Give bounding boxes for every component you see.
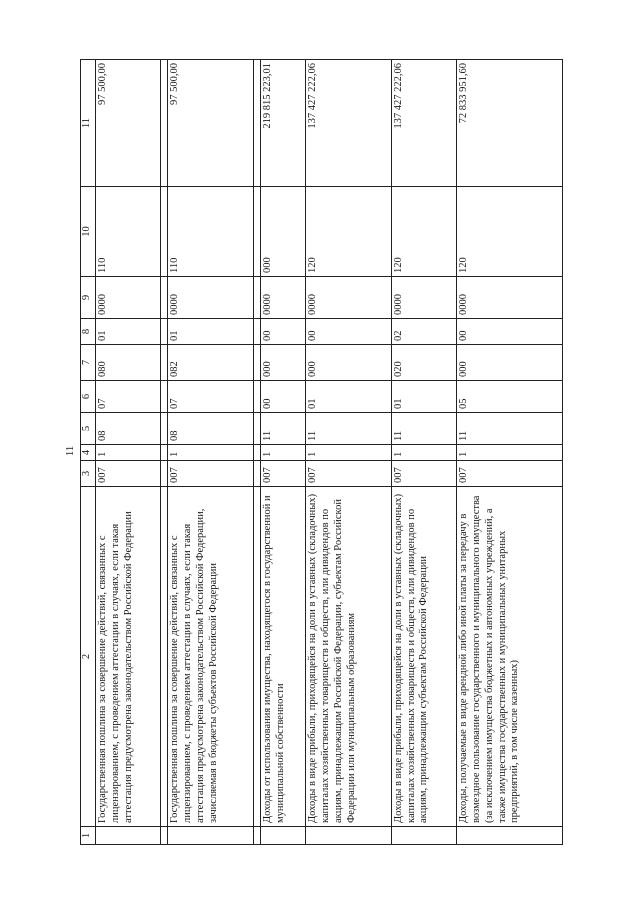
code-article: 07	[96, 381, 161, 413]
code-subarticle: 080	[96, 345, 161, 381]
code-economic: 000	[260, 187, 305, 277]
rotated-page	[80, 60, 563, 845]
code-group: 1	[96, 445, 161, 461]
header-cell-11: 11	[81, 60, 96, 187]
row-amount: 72 833 951,60	[457, 60, 563, 187]
row-name: Доходы в виде прибыли, приходящейся на доли в уставных (складочных) капиталах хозяйственных товариществ и обществ, или дивидендов по акциям, принадлежащим субъектам Российской Федерации	[391, 487, 456, 827]
code-admin: 007	[306, 461, 392, 487]
code-group: 1	[306, 445, 392, 461]
row-name: Доходы от использования имущества, находящегося в государственной и муниципальной собственности	[260, 487, 305, 827]
code-subgroup: 11	[260, 413, 305, 445]
code-admin: 007	[96, 461, 161, 487]
code-element: 01	[96, 319, 161, 345]
code-subarticle: 000	[457, 345, 563, 381]
code-element: 00	[260, 319, 305, 345]
table-row	[391, 60, 456, 845]
header-cell-1: 1	[81, 827, 96, 845]
code-article: 00	[260, 381, 305, 413]
code-economic: 110	[96, 187, 161, 277]
header-cell-6: 6	[81, 381, 96, 413]
code-program: 0000	[260, 277, 305, 319]
code-subarticle: 020	[391, 345, 456, 381]
row-amount: 137 427 222,06	[391, 60, 456, 187]
code-economic: 120	[457, 187, 563, 277]
code-subgroup: 11	[391, 413, 456, 445]
code-subgroup: 11	[306, 413, 392, 445]
code-program: 0000	[391, 277, 456, 319]
code-admin: 007	[260, 461, 305, 487]
code-economic: 110	[168, 187, 254, 277]
row-number	[260, 827, 305, 845]
code-subarticle: 082	[168, 345, 254, 381]
code-subgroup: 11	[457, 413, 563, 445]
header-cell-9: 9	[81, 277, 96, 319]
code-element: 00	[306, 319, 392, 345]
code-group: 1	[168, 445, 254, 461]
code-subarticle: 000	[306, 345, 392, 381]
code-subgroup: 08	[96, 413, 161, 445]
header-cell-2: 2	[81, 487, 96, 827]
code-subarticle: 000	[260, 345, 305, 381]
header-cell-4: 4	[81, 445, 96, 461]
row-number	[306, 827, 392, 845]
code-program: 0000	[168, 277, 254, 319]
code-program: 0000	[96, 277, 161, 319]
code-element: 01	[168, 319, 254, 345]
code-element: 00	[457, 319, 563, 345]
row-amount: 137 427 222,06	[306, 60, 392, 187]
code-element: 02	[391, 319, 456, 345]
row-name: Государственная пошлина за совершение действий, связанных с лицензированием, с проведением аттестации в случаях, если такая аттестация предусмотрена законодательством Российской Федерации, зачисляемая в бюджеты субъектов Российской Федерации	[168, 487, 254, 827]
code-article: 07	[168, 381, 254, 413]
row-name: Доходы, получаемые в виде арендной либо иной платы за передачу в возмездное пользование государственного и муниципального имущества (за исключением имущества бюджетных и автономных учреждений, а также имущества государственных и муниципальных унитарных предприятий, в том числе казенных)	[457, 487, 563, 827]
code-article: 01	[391, 381, 456, 413]
row-number	[168, 827, 254, 845]
row-name: Доходы в виде прибыли, приходящейся на доли в уставных (складочных) капиталах хозяйственных товариществ и обществ, или дивидендов по акциям, принадлежащим Российской Федерации, субъектам Российской Федерации или муниципальным образованиям	[306, 487, 392, 827]
table-row	[260, 60, 305, 845]
row-number	[391, 827, 456, 845]
table-row	[168, 60, 254, 845]
code-article: 05	[457, 381, 563, 413]
table-row	[457, 60, 563, 845]
code-economic: 120	[306, 187, 392, 277]
table-row	[96, 60, 161, 845]
code-economic: 120	[391, 187, 456, 277]
code-subgroup: 08	[168, 413, 254, 445]
table-header	[81, 60, 96, 845]
header-cell-3: 3	[81, 461, 96, 487]
code-admin: 007	[168, 461, 254, 487]
code-admin: 007	[391, 461, 456, 487]
code-program: 0000	[306, 277, 392, 319]
code-group: 1	[391, 445, 456, 461]
code-group: 1	[457, 445, 563, 461]
row-amount: 219 815 223,01	[260, 60, 305, 187]
row-spacer	[253, 60, 260, 845]
row-amount: 97 500,00	[168, 60, 254, 187]
row-spacer	[161, 60, 168, 845]
row-number	[96, 827, 161, 845]
header-cell-7: 7	[81, 345, 96, 381]
header-cell-10: 10	[81, 187, 96, 277]
code-article: 01	[306, 381, 392, 413]
row-amount: 97 500,00	[96, 60, 161, 187]
row-name: Государственная пошлина за совершение действий, связанных с лицензированием, с проведением аттестации в случаях, если такая аттестация предусмотрена законодательством Российской Федерации	[96, 487, 161, 827]
page-number: 11	[64, 445, 76, 457]
revenue-table	[80, 59, 563, 845]
table-row	[306, 60, 392, 845]
code-program: 0000	[457, 277, 563, 319]
code-admin: 007	[457, 461, 563, 487]
header-cell-8: 8	[81, 319, 96, 345]
header-row	[81, 60, 96, 845]
header-cell-5: 5	[81, 413, 96, 445]
code-group: 1	[260, 445, 305, 461]
row-number	[457, 827, 563, 845]
